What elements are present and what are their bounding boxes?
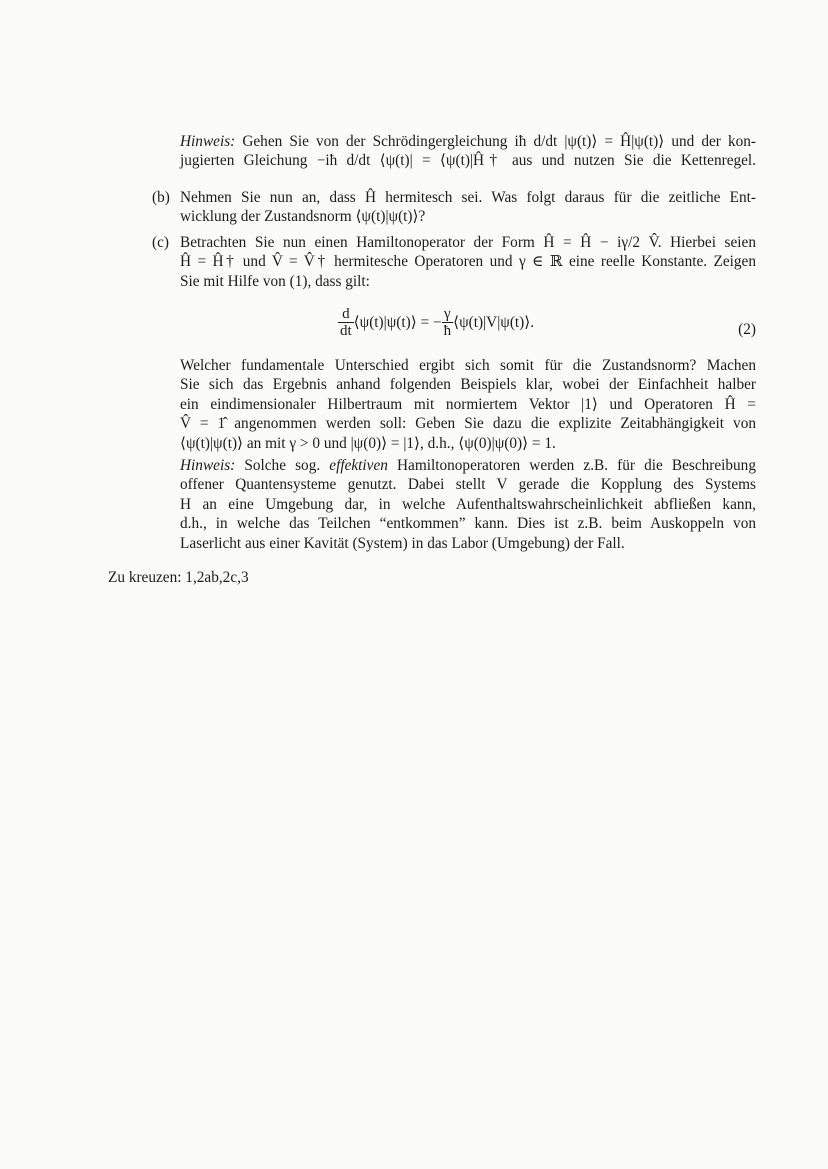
part-c-line-2: Ĥ = Ĥ† und V̂ = V̂† hermitesche Operatoren und γ ∈ ℝ eine reelle Konstante. Zeigen: [180, 253, 756, 271]
equation-body: $\frac{d}{dt}$ ⟨ψ(t)|ψ(t)⟩ = − $\frac{\gamma}{ħ}$ ⟨ψ(t)|V|ψ(t)⟩.: [340, 306, 535, 339]
part-b-line-2: wicklung der Zustandsnorm ⟨ψ(t)|ψ(t)⟩?: [180, 208, 426, 226]
hint-c-line-5: Laserlicht aus einer Kavität (System) in das Labor (Umgebung) der Fall.: [180, 534, 625, 552]
part-c-hint: [180, 456, 756, 553]
hint-c-line-3: H an eine Umgebung dar, in welche Aufenthaltswahrscheinlichkeit abfließen kann,: [180, 495, 756, 513]
equation-2: [180, 306, 756, 356]
part-c-line-3: Sie mit Hilfe von (1), dass gilt:: [180, 272, 370, 290]
para-line-1: Welcher fundamentale Unterschied ergibt sich somit für die Zustandsnorm? Machen: [180, 357, 756, 374]
gamma-over-hbar: $\frac{\gamma}{ħ}$: [443, 306, 452, 339]
part-c-intro: [180, 233, 756, 291]
part-b-label: (b): [152, 189, 170, 206]
para-line-5: ⟨ψ(t)|ψ(t)⟩ an mit γ > 0 und |ψ(0)⟩ = |1⟩, d.h., ⟨ψ(0)|ψ(0)⟩ = 1.: [180, 434, 556, 452]
footer-text: Zu kreuzen: 1,2ab,2c,3: [108, 569, 249, 586]
hint-c-label: Hinweis:: [180, 457, 236, 474]
part-a-hint: [180, 132, 756, 171]
part-c-paragraph: [180, 356, 756, 453]
para-line-3: ein eindimensionaler Hilbertraum mit normiertem Vektor |1⟩ und Operatoren Ĥ =: [180, 395, 756, 413]
hint-c-line-1: Hinweis: Solche sog. effektiven Hamiltonoperatoren werden z.B. für die Beschreibung: [180, 457, 756, 474]
hint-a-line-1: Hinweis: Gehen Sie von der Schrödingergleichung iħ d/dt |ψ(t)⟩ = Ĥ|ψ(t)⟩ und der kon-: [180, 133, 756, 150]
derivative-fraction: $\frac{d}{dt}$: [340, 306, 352, 339]
part-b-line-1: Nehmen Sie nun an, dass Ĥ hermitesch sei. Was folgt daraus für die zeitliche Ent-: [180, 189, 756, 206]
para-line-2: Sie sich das Ergebnis anhand folgenden Beispiels klar, wobei der Einfachheit halber: [180, 376, 756, 394]
part-c-label: (c): [152, 234, 169, 251]
hint-a-line-2: jugierten Gleichung −iħ d/dt ⟨ψ(t)| = ⟨ψ(t)|Ĥ† aus und nutzen Sie die Kettenregel.: [180, 152, 756, 170]
hint-c-line-4: d.h., in welche das Teilchen “entkommen” kann. Dies ist z.B. beim Auskoppeln von: [180, 515, 756, 533]
hint-a-label: Hinweis:: [180, 133, 236, 150]
equation-number: (2): [738, 321, 756, 338]
part-c-line-1: Betrachten Sie nun einen Hamiltonoperator der Form Ĥ = Ĥ − iγ/2 V̂. Hierbei seien: [180, 234, 756, 251]
hint-c-line-2: offener Quantensysteme genutzt. Dabei stellt V gerade die Kopplung des Systems: [180, 476, 756, 494]
part-b-text: [180, 188, 756, 227]
para-line-4: V̂ = 1̂ angenommen werden soll: Geben Sie dazu die explizite Zeitabhängigkeit von: [180, 415, 756, 433]
